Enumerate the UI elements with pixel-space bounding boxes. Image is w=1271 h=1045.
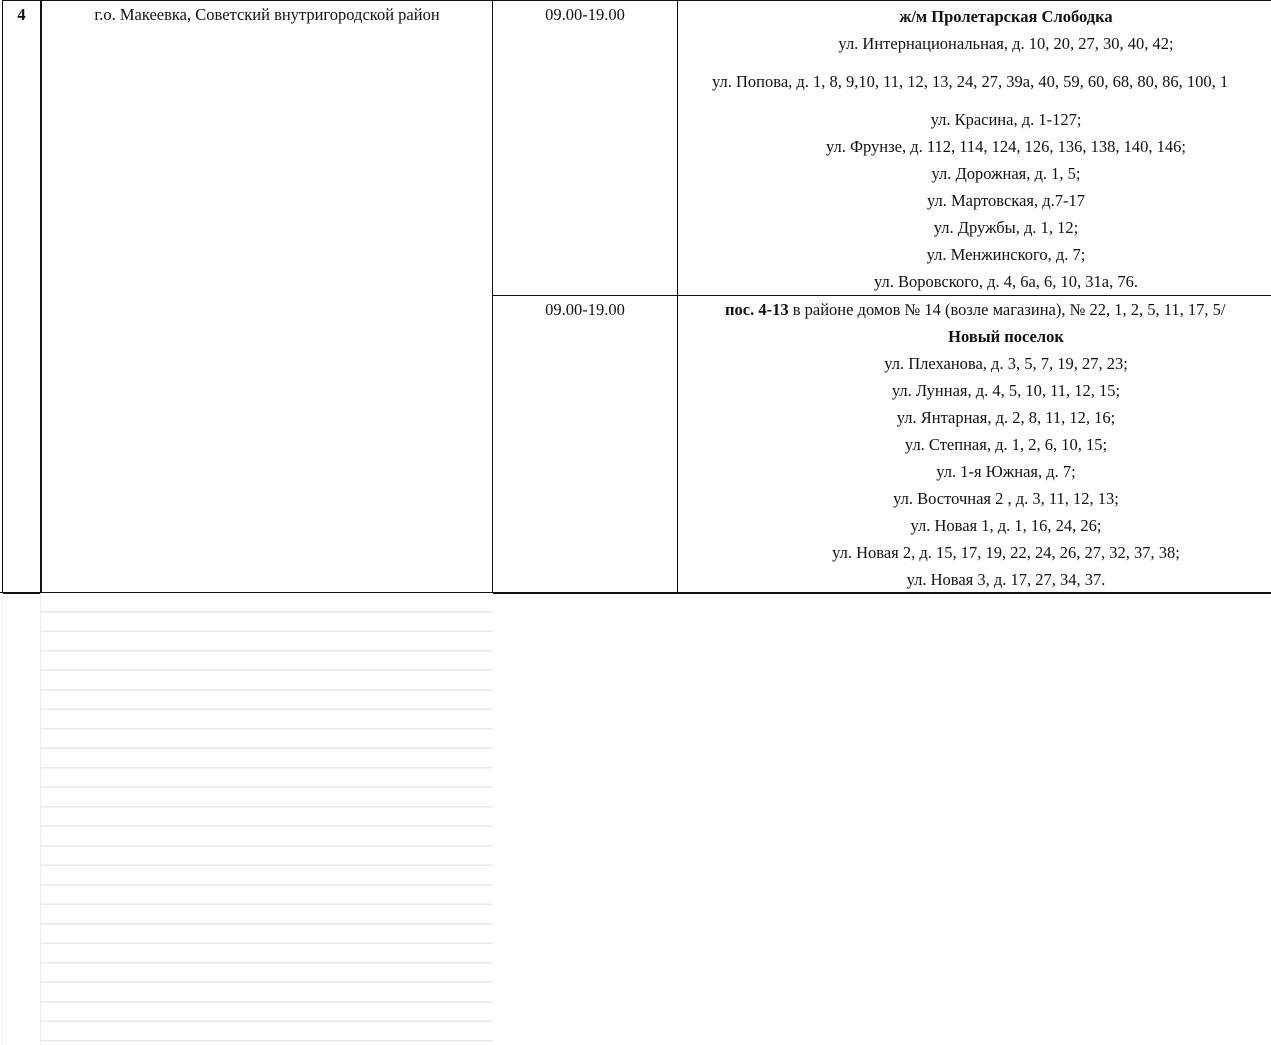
address-line: ул. Лунная, д. 4, 5, 10, 11, 12, 15; bbox=[891, 381, 1121, 400]
address-line: ул. Попова, д. 1, 8, 9,10, 11, 12, 13, 24, 27, 39а, 40, 59, 60, 68, 80, 86, 100, 1 bbox=[712, 72, 1229, 91]
faint-ruled-area bbox=[41, 593, 493, 1045]
time-range: 09.00-19.00 bbox=[545, 5, 625, 24]
address-line: ул. 1-я Южная, д. 7; bbox=[936, 462, 1076, 481]
address-line: ул. Плеханова, д. 3, 5, 7, 19, 27, 23; bbox=[884, 354, 1128, 373]
address-line: ул. Красина, д. 1-127; bbox=[930, 110, 1082, 129]
time-cell bbox=[493, 1, 678, 296]
faint-column-line bbox=[2, 593, 3, 1045]
settlement-details: в районе домов № 14 (возле магазина), № 22, 1, 2, 5, 11, 17, 5/ bbox=[788, 300, 1226, 319]
row-number-cell bbox=[3, 1, 42, 594]
address-line: ул. Степная, д. 1, 2, 6, 10, 15; bbox=[904, 435, 1108, 454]
district-cell bbox=[41, 1, 493, 594]
address-line: ул. Новая 2, д. 15, 17, 19, 22, 24, 26, 27, 32, 37, 38; bbox=[832, 543, 1180, 562]
address-line: ул. Янтарная, д. 2, 8, 11, 12, 16; bbox=[896, 408, 1116, 427]
address-line: ул. Мартовская, д.7-17 bbox=[927, 191, 1085, 210]
address-line: ул. Восточная 2 , д. 3, 11, 12, 13; bbox=[893, 489, 1119, 508]
address-line: ул. Воровского, д. 4, 6а, 6, 10, 31а, 76. bbox=[874, 272, 1138, 291]
area-heading: ж/м Пролетарская Слободка bbox=[899, 7, 1113, 26]
address-cell bbox=[678, 296, 1271, 594]
address-line: ул. Дружбы, д. 1, 12; bbox=[933, 218, 1079, 237]
table-row bbox=[3, 1, 1271, 296]
address-line: ул. Фрунзе, д. 112, 114, 124, 126, 136, 138, 140, 146; bbox=[825, 137, 1186, 156]
area-heading: Новый поселок bbox=[948, 327, 1064, 346]
settlement-line bbox=[678, 296, 1271, 323]
row-number: 4 bbox=[17, 5, 26, 24]
address-cell bbox=[678, 1, 1271, 296]
address-line: ул. Дорожная, д. 1, 5; bbox=[931, 164, 1081, 183]
address-line: ул. Новая 1, д. 1, 16, 24, 26; bbox=[910, 516, 1102, 535]
settlement-name: пос. 4-13 bbox=[725, 300, 789, 319]
time-cell bbox=[493, 296, 678, 594]
address-line: ул. Интернациональная, д. 10, 20, 27, 30, 40, 42; bbox=[838, 34, 1174, 53]
time-range: 09.00-19.00 bbox=[545, 300, 625, 319]
address-line: ул. Менжинского, д. 7; bbox=[926, 245, 1086, 264]
address-line: ул. Новая 3, д. 17, 27, 34, 37. bbox=[906, 570, 1106, 589]
schedule-table bbox=[2, 0, 1271, 594]
district-name: г.о. Макеевка, Советский внутригородской район bbox=[94, 5, 440, 24]
